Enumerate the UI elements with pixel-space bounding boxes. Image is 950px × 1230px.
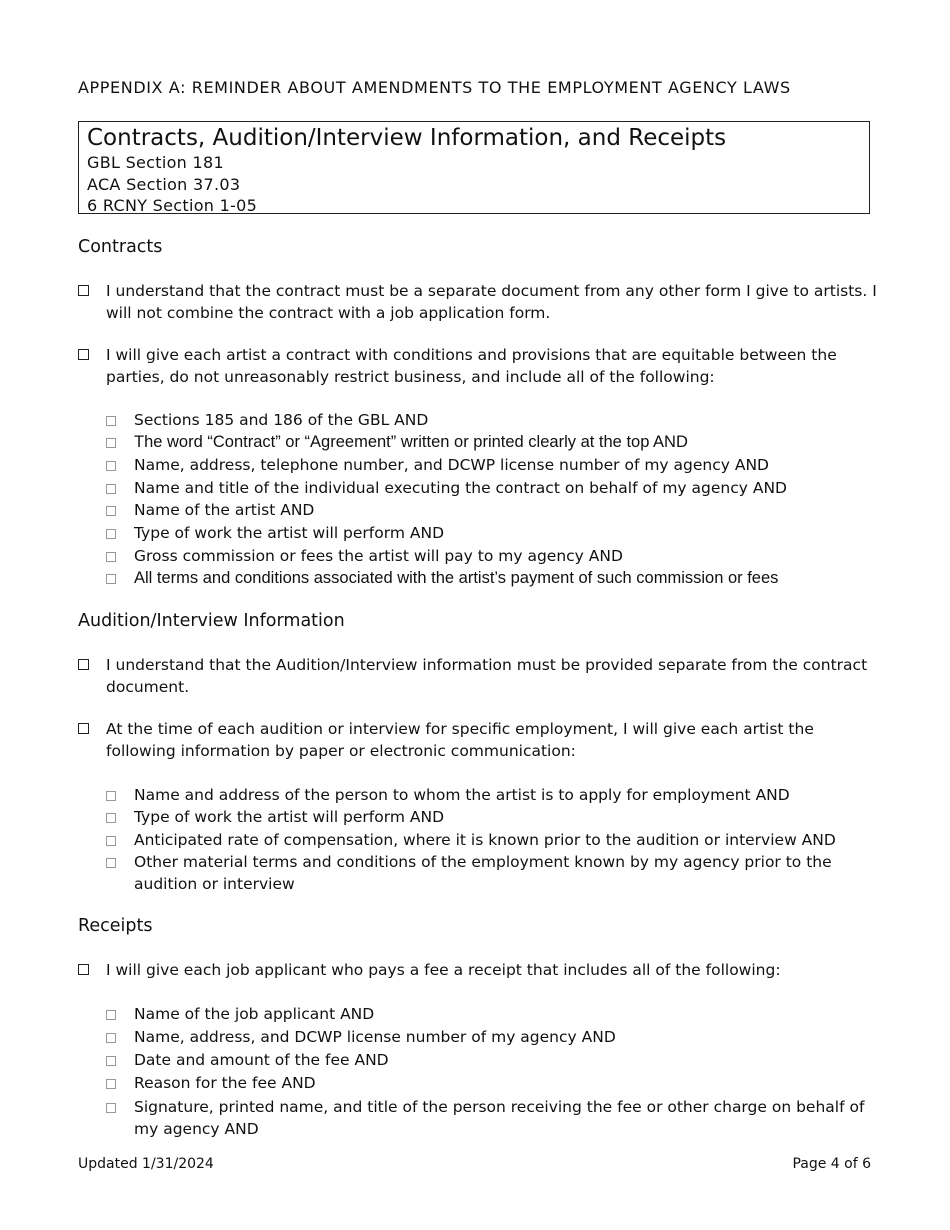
contracts-subitem[interactable] xyxy=(106,568,876,590)
contracts-subitem[interactable] xyxy=(106,410,876,432)
receipts-subitem[interactable] xyxy=(106,1097,876,1140)
subitem-label: Sections 185 and 186 of the GBL AND xyxy=(134,411,429,429)
sub-checkbox[interactable] xyxy=(106,574,116,584)
subitem-label: Type of work the artist will perform AND xyxy=(134,808,444,826)
sub-checkbox[interactable] xyxy=(106,552,116,562)
audition-subitem[interactable] xyxy=(106,785,876,807)
box-ref-aca: ACA Section 37.03 xyxy=(87,174,241,194)
box-ref-rcny: 6 RCNY Section 1-05 xyxy=(87,196,258,215)
receipts-subitem[interactable] xyxy=(106,1050,876,1072)
subitem-label: Date and amount of the fee AND xyxy=(134,1051,389,1069)
checkbox-label: I understand that the Audition/Interview information must be provided separate from the contract document. xyxy=(106,656,868,696)
contracts-checkbox-item-1[interactable] xyxy=(78,281,878,324)
subitem-label: Name, address, telephone number, and DCWP license number of my agency AND xyxy=(134,456,769,474)
subitem-label: Reason for the fee AND xyxy=(134,1074,316,1092)
receipts-heading: Receipts xyxy=(78,916,153,936)
section-info-box xyxy=(78,121,870,214)
sub-checkbox[interactable] xyxy=(106,416,116,426)
sub-checkbox[interactable] xyxy=(106,529,116,539)
sub-checkbox[interactable] xyxy=(106,461,116,471)
checkbox[interactable] xyxy=(78,723,89,734)
receipts-subitem[interactable] xyxy=(106,1027,876,1049)
subitem-label: Name and title of the individual executing the contract on behalf of my agency AND xyxy=(134,479,787,497)
contracts-checkbox-item-2[interactable] xyxy=(78,345,878,388)
checkbox[interactable] xyxy=(78,349,89,360)
checkbox[interactable] xyxy=(78,285,89,296)
checkbox-label: At the time of each audition or interview for specific employment, I will give each artist the following information by paper or electronic communication: xyxy=(106,720,814,760)
audition-subitem[interactable] xyxy=(106,852,876,895)
contracts-subitem[interactable] xyxy=(106,523,876,545)
contracts-subitem[interactable] xyxy=(106,478,876,500)
appendix-heading: APPENDIX A: REMINDER ABOUT AMENDMENTS TO THE EMPLOYMENT AGENCY LAWS xyxy=(78,78,791,97)
subitem-label: Name, address, and DCWP license number of my agency AND xyxy=(134,1028,616,1046)
checkbox[interactable] xyxy=(78,964,89,975)
checkbox[interactable] xyxy=(78,659,89,670)
checkbox-label: I will give each artist a contract with conditions and provisions that are equitable between the parties, do not unreasonably restrict business, and include all of the following: xyxy=(106,346,837,386)
subitem-label: Type of work the artist will perform AND xyxy=(134,524,444,542)
sub-checkbox[interactable] xyxy=(106,1079,116,1089)
sub-checkbox[interactable] xyxy=(106,1033,116,1043)
page-number: Page 4 of 6 xyxy=(792,1156,871,1172)
subitem-label: Other material terms and conditions of the employment known by my agency prior to the audition or interview xyxy=(134,853,832,893)
audition-checkbox-item-2[interactable] xyxy=(78,719,878,762)
checkbox-label: I will give each job applicant who pays a fee a receipt that includes all of the following: xyxy=(106,961,781,979)
subitem-label: Anticipated rate of compensation, where it is known prior to the audition or interview AND xyxy=(134,831,836,849)
receipts-subitem[interactable] xyxy=(106,1073,876,1095)
sub-checkbox[interactable] xyxy=(106,506,116,516)
sub-checkbox[interactable] xyxy=(106,484,116,494)
audition-subitem[interactable] xyxy=(106,807,876,829)
sub-checkbox[interactable] xyxy=(106,438,116,448)
sub-checkbox[interactable] xyxy=(106,1103,116,1113)
subitem-label: Gross commission or fees the artist will pay to my agency AND xyxy=(134,547,623,565)
sub-checkbox[interactable] xyxy=(106,791,116,801)
receipts-subitem[interactable] xyxy=(106,1004,876,1026)
box-ref-gbl: GBL Section 181 xyxy=(87,153,224,172)
sub-checkbox[interactable] xyxy=(106,836,116,846)
subitem-label: Name and address of the person to whom the artist is to apply for employment AND xyxy=(134,786,790,804)
box-title: Contracts, Audition/Interview Information, and Receipts xyxy=(87,125,727,151)
contracts-subitem[interactable] xyxy=(106,500,876,522)
contracts-heading: Contracts xyxy=(78,237,163,257)
subitem-label: Name of the artist AND xyxy=(134,501,315,519)
sub-checkbox[interactable] xyxy=(106,1010,116,1020)
sub-checkbox[interactable] xyxy=(106,813,116,823)
sub-checkbox[interactable] xyxy=(106,1056,116,1066)
contracts-subitem[interactable] xyxy=(106,455,876,477)
subitem-label: The word “Contract” or “Agreement” written or printed clearly at the top AND xyxy=(134,433,688,451)
checkbox-label: I understand that the contract must be a separate document from any other form I give to artists. I will not combine the contract with a job application form. xyxy=(106,282,877,322)
contracts-subitem[interactable] xyxy=(106,432,876,454)
audition-heading: Audition/Interview Information xyxy=(78,611,345,631)
updated-date: Updated 1/31/2024 xyxy=(78,1156,214,1172)
audition-subitem[interactable] xyxy=(106,830,876,852)
contracts-subitem[interactable] xyxy=(106,546,876,568)
sub-checkbox[interactable] xyxy=(106,858,116,868)
receipts-checkbox-item-1[interactable] xyxy=(78,960,878,982)
audition-checkbox-item-1[interactable] xyxy=(78,655,878,698)
subitem-label: Signature, printed name, and title of the person receiving the fee or other charge on behalf of my agency AND xyxy=(134,1098,865,1138)
subitem-label: All terms and conditions associated with the artist’s payment of such commission or fees xyxy=(134,569,779,587)
subitem-label: Name of the job applicant AND xyxy=(134,1005,375,1023)
